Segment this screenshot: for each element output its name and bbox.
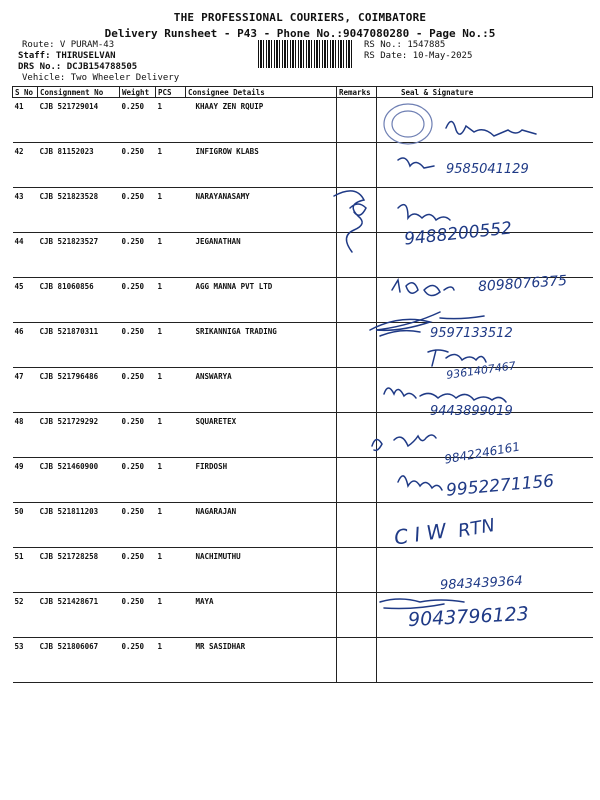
staff-label: Staff: THIRUSELVAN xyxy=(18,51,116,61)
signature-row-42 xyxy=(398,158,434,168)
cell-weight: 0.250 xyxy=(120,98,156,143)
cell-sno: 52 xyxy=(13,593,38,638)
signature-row-44 xyxy=(398,205,450,220)
seal-stamp-icon xyxy=(384,104,432,144)
signature-row-45 xyxy=(392,280,454,296)
cell-sno: 48 xyxy=(13,413,38,458)
cell-pcs: 1 xyxy=(156,638,186,683)
cell-weight: 0.250 xyxy=(120,548,156,593)
phone-row-48: 9443899019 xyxy=(430,404,513,419)
cell-sno: 50 xyxy=(13,503,38,548)
cell-consignee: ANSWARYA xyxy=(186,368,337,413)
phone-row-53-a: 9843439364 xyxy=(439,573,524,594)
cell-pcs: 1 xyxy=(156,458,186,503)
cell-sno: 53 xyxy=(13,638,38,683)
cell-pcs: 1 xyxy=(156,188,186,233)
col-consignee: Consignee Details xyxy=(186,87,337,98)
cell-weight: 0.250 xyxy=(120,188,156,233)
note-row-51-b: RTN xyxy=(456,514,497,543)
cell-sno: 42 xyxy=(13,143,38,188)
cell-weight: 0.250 xyxy=(120,143,156,188)
route-label: Route: V PURAM-43 xyxy=(22,40,115,50)
cell-consignment: CJB 81152023 xyxy=(38,143,120,188)
col-seal-signature: Seal & Signature xyxy=(377,87,593,98)
cell-sno: 41 xyxy=(13,98,38,143)
phone-row-49: 9842246161 xyxy=(443,439,521,467)
cell-pcs: 1 xyxy=(156,143,186,188)
cell-pcs: 1 xyxy=(156,503,186,548)
cell-consignee: AGG MANNA PVT LTD xyxy=(186,278,337,323)
cell-pcs: 1 xyxy=(156,323,186,368)
cell-pcs: 1 xyxy=(156,233,186,278)
cell-consignment: CJB 521796486 xyxy=(38,368,120,413)
col-consignment: Consignment No xyxy=(38,87,120,98)
cell-weight: 0.250 xyxy=(120,368,156,413)
cell-pcs: 1 xyxy=(156,593,186,638)
cell-weight: 0.250 xyxy=(120,593,156,638)
phone-row-46: 9597133512 xyxy=(430,326,513,341)
cell-sno: 51 xyxy=(13,548,38,593)
cell-consignee: SQUARETEX xyxy=(186,413,337,458)
cell-consignee: INFIGROW KLABS xyxy=(186,143,337,188)
cell-consignee: MR SASIDHAR xyxy=(186,638,337,683)
phone-row-42: 9585041129 xyxy=(446,162,529,177)
cell-consignment: CJB 521460900 xyxy=(38,458,120,503)
cell-consignee: SRIKANNIGA TRADING xyxy=(186,323,337,368)
phone-row-50: 9952271156 xyxy=(445,471,555,501)
cell-consignee: FIRDOSH xyxy=(186,458,337,503)
cell-consignee: NAGARAJAN xyxy=(186,503,337,548)
signature-row-43 xyxy=(334,191,366,252)
phone-row-47: 9361407467 xyxy=(445,359,517,382)
cell-consignment: CJB 81060856 xyxy=(38,278,120,323)
note-row-51-a: C I W xyxy=(392,518,448,550)
cell-consignee: NARAYANASAMY xyxy=(186,188,337,233)
cell-pcs: 1 xyxy=(156,368,186,413)
cell-consignee: JEGANATHAN xyxy=(186,233,337,278)
runsheet-title: Delivery Runsheet - P43 - Phone No.:9047080280 - Page No.:5 xyxy=(104,27,496,40)
cell-consignment: CJB 521823528 xyxy=(38,188,120,233)
cell-sno: 49 xyxy=(13,458,38,503)
phone-row-45: 8098076375 xyxy=(477,272,568,296)
signature-row-48 xyxy=(384,388,506,402)
cell-sno: 46 xyxy=(13,323,38,368)
cell-consignee: KHAAY ZEN RQUIP xyxy=(186,98,337,143)
cell-pcs: 1 xyxy=(156,548,186,593)
cell-consignment: CJB 521811203 xyxy=(38,503,120,548)
cell-consignment: CJB 521728258 xyxy=(38,548,120,593)
col-weight: Weight xyxy=(120,87,156,98)
rs-number: RS No.: 1547885 xyxy=(364,40,446,50)
cell-consignment: CJB 521729292 xyxy=(38,413,120,458)
signature-row-49 xyxy=(372,435,436,450)
cell-consignment: CJB 521806067 xyxy=(38,638,120,683)
cell-pcs: 1 xyxy=(156,278,186,323)
cell-sno: 44 xyxy=(13,233,38,278)
cell-sno: 45 xyxy=(13,278,38,323)
signature-row-41 xyxy=(446,121,536,136)
cell-sno: 47 xyxy=(13,368,38,413)
cell-weight: 0.250 xyxy=(120,323,156,368)
signature-row-50 xyxy=(398,476,442,490)
company-title: THE PROFESSIONAL COURIERS, COIMBATORE xyxy=(173,11,427,24)
col-remarks: Remarks xyxy=(337,87,377,98)
cell-weight: 0.250 xyxy=(120,278,156,323)
cell-sno: 43 xyxy=(13,188,38,233)
cell-weight: 0.250 xyxy=(120,413,156,458)
cell-consignee: NACHIMUTHU xyxy=(186,548,337,593)
rs-date: RS Date: 10-May-2025 xyxy=(364,51,473,61)
phone-row-44: 9488200552 xyxy=(403,218,513,250)
drs-number: DRS No.: DCJB154788505 xyxy=(18,62,138,72)
cell-weight: 0.250 xyxy=(120,458,156,503)
vehicle-label: Vehicle: Two Wheeler Delivery xyxy=(22,73,180,83)
cell-consignment: CJB 521823527 xyxy=(38,233,120,278)
cell-pcs: 1 xyxy=(156,98,186,143)
cell-pcs: 1 xyxy=(156,413,186,458)
cell-weight: 0.250 xyxy=(120,638,156,683)
cell-weight: 0.250 xyxy=(120,503,156,548)
col-sno: S No xyxy=(13,87,38,98)
cell-consignment: CJB 521428671 xyxy=(38,593,120,638)
cell-consignee: MAYA xyxy=(186,593,337,638)
cell-weight: 0.250 xyxy=(120,233,156,278)
cell-consignment: CJB 521729014 xyxy=(38,98,120,143)
cell-consignment: CJB 521870311 xyxy=(38,323,120,368)
col-pcs: PCS xyxy=(156,87,186,98)
phone-row-53-b: 9043796123 xyxy=(407,602,530,632)
